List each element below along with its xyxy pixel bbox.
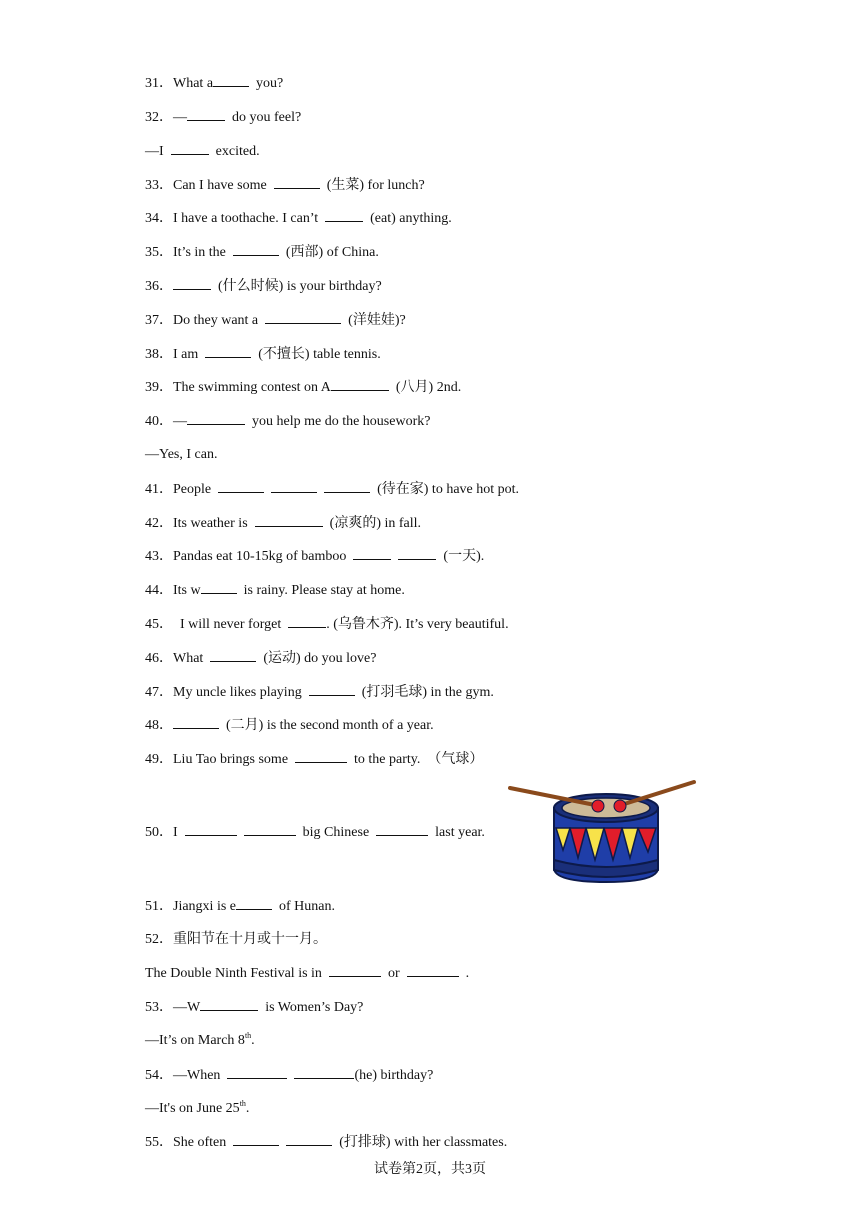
question-text: (凉爽的) in fall. xyxy=(322,516,422,531)
question-line xyxy=(145,345,381,364)
answer-blank[interactable] xyxy=(218,480,264,493)
question-text: —I xyxy=(145,144,171,159)
question-text: 32．— xyxy=(145,110,187,125)
question-text: of Hunan. xyxy=(272,899,335,914)
drum-with-sticks-icon xyxy=(508,776,698,886)
answer-blank[interactable] xyxy=(288,615,326,628)
question-line xyxy=(145,311,406,330)
question-line xyxy=(145,897,335,916)
answer-blank[interactable] xyxy=(185,823,237,836)
answer-blank[interactable] xyxy=(205,345,251,358)
question-text: 50．I xyxy=(145,825,185,840)
question-text: 45． I will never forget xyxy=(145,617,289,632)
question-line xyxy=(145,243,379,262)
answer-blank[interactable] xyxy=(265,311,341,324)
answer-blank[interactable] xyxy=(294,1066,354,1079)
question-text: is rainy. Please stay at home. xyxy=(236,583,405,598)
question-line xyxy=(145,209,452,228)
question-text xyxy=(317,482,324,497)
question-text: 52．重阳节在十月或十一月。 xyxy=(145,932,327,947)
answer-blank[interactable] xyxy=(324,480,370,493)
question-text: 34．I have a toothache. I can’t xyxy=(145,211,326,226)
question-text: (不擅长) table tennis. xyxy=(251,347,381,362)
question-text xyxy=(287,1068,294,1083)
question-line xyxy=(145,1100,249,1118)
question-line xyxy=(145,277,382,296)
question-text: 49．Liu Tao brings some xyxy=(145,752,296,767)
question-line xyxy=(145,615,509,634)
answer-blank[interactable] xyxy=(210,649,256,662)
question-text: or xyxy=(380,966,407,981)
question-text: last year. xyxy=(428,825,485,840)
question-line xyxy=(145,1032,255,1050)
question-text: 33．Can I have some xyxy=(145,178,274,193)
question-line xyxy=(145,547,484,566)
answer-blank[interactable] xyxy=(236,897,272,910)
answer-blank[interactable] xyxy=(171,142,209,155)
question-text: . xyxy=(251,1033,255,1048)
question-text: The Double Ninth Festival is in xyxy=(145,966,329,981)
answer-blank[interactable] xyxy=(213,74,249,87)
question-text xyxy=(237,825,244,840)
question-text: (eat) anything. xyxy=(363,211,452,226)
question-text: (一天). xyxy=(436,549,485,564)
question-text: 46．What xyxy=(145,651,211,666)
question-text: do you feel? xyxy=(225,110,302,125)
answer-blank[interactable] xyxy=(200,998,258,1011)
question-text: (he) birthday? xyxy=(354,1068,434,1083)
answer-blank[interactable] xyxy=(286,1133,332,1146)
question-text: (二月) is the second month of a year. xyxy=(219,718,434,733)
question-text: 51．Jiangxi is e xyxy=(145,899,236,914)
question-line xyxy=(145,514,421,533)
answer-blank[interactable] xyxy=(233,243,279,256)
answer-blank[interactable] xyxy=(407,964,459,977)
question-text: to the party. （气球） xyxy=(347,752,484,767)
question-line xyxy=(145,74,283,93)
question-text: . xyxy=(245,1101,250,1116)
question-line xyxy=(145,142,260,161)
question-text: (运动) do you love? xyxy=(256,651,377,666)
question-text: 40．— xyxy=(145,414,187,429)
superscript: th xyxy=(239,1099,246,1108)
question-text: 43．Pandas eat 10-15kg of bamboo xyxy=(145,549,354,564)
question-text: 54．—When xyxy=(145,1068,228,1083)
question-text xyxy=(279,1135,286,1150)
question-line xyxy=(145,446,217,464)
question-line xyxy=(145,931,327,949)
question-line xyxy=(145,108,301,127)
question-text: (生菜) for lunch? xyxy=(319,178,425,193)
question-text: 42．Its weather is xyxy=(145,516,255,531)
question-line xyxy=(145,412,430,431)
question-text: 35．It’s in the xyxy=(145,245,233,260)
question-text: . (乌鲁木齐). It’s very beautiful. xyxy=(326,617,509,632)
question-text: 37．Do they want a xyxy=(145,313,266,328)
question-text: 44．Its w xyxy=(145,583,201,598)
answer-blank[interactable] xyxy=(329,964,381,977)
question-line xyxy=(145,823,485,842)
question-text: you help me do the housework? xyxy=(245,414,431,429)
question-text: you? xyxy=(249,76,284,91)
question-line xyxy=(145,998,363,1017)
question-text: —Yes, I can. xyxy=(145,447,218,462)
answer-blank[interactable] xyxy=(325,209,363,222)
question-line xyxy=(145,1066,433,1085)
question-text: 48． xyxy=(145,718,173,733)
answer-blank[interactable] xyxy=(398,547,436,560)
answer-blank[interactable] xyxy=(187,412,245,425)
answer-blank[interactable] xyxy=(331,378,389,391)
answer-blank[interactable] xyxy=(353,547,391,560)
question-text: —It's on June 25 xyxy=(145,1101,240,1116)
question-line xyxy=(145,716,434,735)
answer-blank[interactable] xyxy=(173,277,211,290)
question-text: is Women’s Day? xyxy=(258,1000,364,1015)
answer-blank[interactable] xyxy=(376,823,428,836)
answer-blank[interactable] xyxy=(173,716,219,729)
answer-blank[interactable] xyxy=(187,108,225,121)
superscript: th xyxy=(244,1031,252,1040)
answer-blank[interactable] xyxy=(274,176,320,189)
answer-blank[interactable] xyxy=(201,581,237,594)
question-text: 55．She often xyxy=(145,1135,234,1150)
question-text: (洋娃娃)? xyxy=(341,313,406,328)
question-text: (打羽毛球) in the gym. xyxy=(354,685,494,700)
answer-blank[interactable] xyxy=(227,1066,287,1079)
question-text xyxy=(391,549,398,564)
answer-blank[interactable] xyxy=(244,823,296,836)
question-text: 47．My uncle likes playing xyxy=(145,685,309,700)
question-text: big Chinese xyxy=(295,825,377,840)
question-text: (八月) 2nd. xyxy=(388,380,462,395)
question-text: . xyxy=(458,966,470,981)
question-text: (什么时候) is your birthday? xyxy=(211,279,382,294)
question-text: 41．People xyxy=(145,482,219,497)
question-text: —It’s on March 8 xyxy=(145,1033,245,1048)
question-text: 36． xyxy=(145,279,173,294)
question-text: excited. xyxy=(208,144,260,159)
question-text: 39．The swimming contest on A xyxy=(145,380,331,395)
question-line xyxy=(145,683,494,702)
question-line xyxy=(145,378,461,397)
question-text: 38．I am xyxy=(145,347,206,362)
answer-blank[interactable] xyxy=(233,1133,279,1146)
question-text: (待在家) to have hot pot. xyxy=(370,482,520,497)
question-line xyxy=(145,176,425,195)
question-line xyxy=(145,1133,507,1152)
page-footer: 试卷第2页，共3页 xyxy=(374,1162,486,1177)
question-line xyxy=(145,480,519,499)
answer-blank[interactable] xyxy=(295,750,347,763)
question-text: (西部) of China. xyxy=(278,245,379,260)
question-line xyxy=(145,581,405,600)
question-line xyxy=(145,649,376,668)
answer-blank[interactable] xyxy=(255,514,323,527)
question-text: (打排球) with her classmates. xyxy=(332,1135,508,1150)
question-line xyxy=(145,964,469,983)
question-text: 31．What a xyxy=(145,76,214,91)
answer-blank[interactable] xyxy=(309,683,355,696)
question-text: 53．—W xyxy=(145,1000,201,1015)
question-text xyxy=(264,482,271,497)
question-line xyxy=(145,750,483,769)
answer-blank[interactable] xyxy=(271,480,317,493)
